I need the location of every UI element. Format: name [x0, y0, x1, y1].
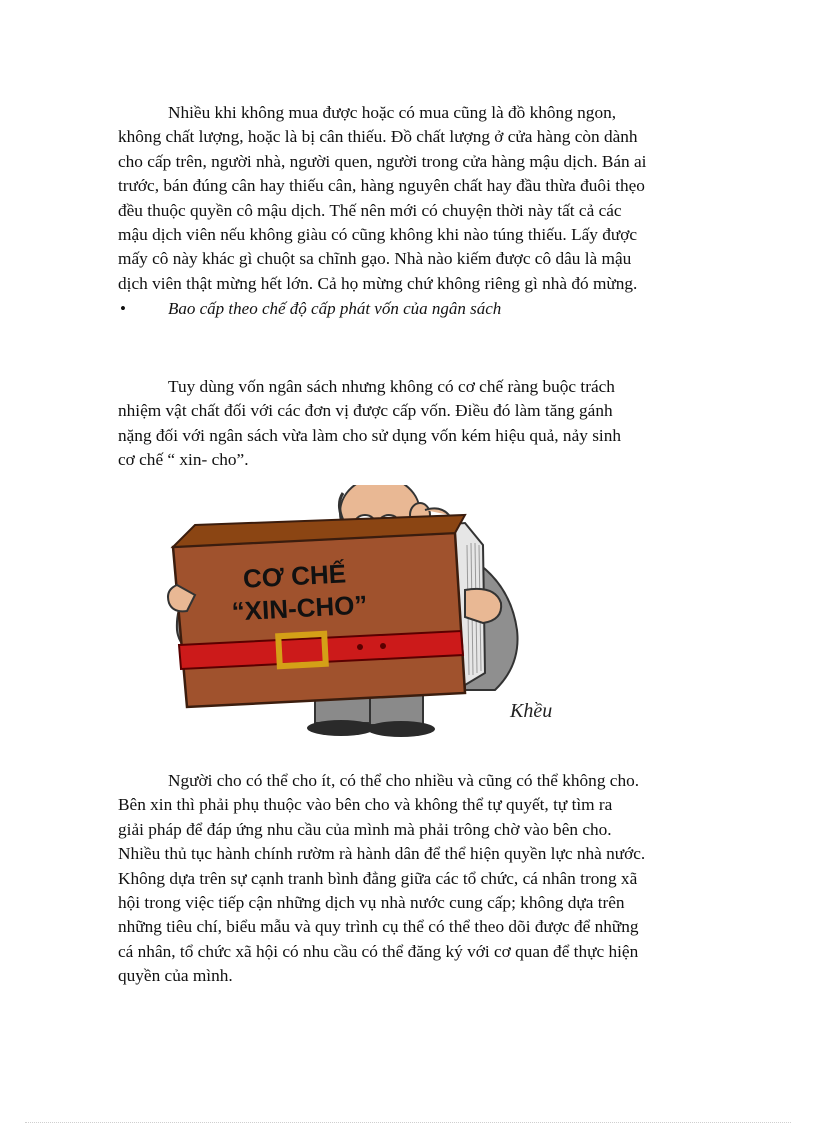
paragraph-line: đều thuộc quyền cô mậu dịch. Thế nên mới có chuyện thời này tất cả các [118, 200, 622, 220]
paragraph-line: nhiệm vật chất đối với các đơn vị được cấp vốn. Điều đó làm tăng gánh [118, 401, 613, 421]
right-hand [465, 589, 501, 623]
paragraph-line: hội trong việc tiếp cận những dịch vụ nhà nước cung cấp; không dựa trên [118, 893, 625, 913]
paragraph-line: Tuy dùng vốn ngân sách nhưng không có cơ chế ràng buộc trách [168, 377, 615, 396]
paragraph-line: không chất lượng, hoặc là bị cân thiếu. Đồ chất lượng ở cửa hàng còn dành [118, 127, 638, 147]
paragraph-line: dịch viên thật mừng hết lớn. Cả họ mừng chứ không riêng gì nhà đó mừng. [118, 273, 638, 293]
paragraph-line: cá nhân, tổ chức xã hội có nhu cầu có thể đăng ký với cơ quan để thực hiện [118, 941, 639, 961]
paragraph-line: quyền của mình. [118, 966, 233, 986]
cartoon-illustration [165, 485, 585, 737]
bullet-heading: Bao cấp theo chế độ cấp phát vốn của ngân sách [168, 299, 502, 318]
paragraph-line: mấy cô này khác gì chuột sa chĩnh gạo. Nhà nào kiếm được cô dâu là mậu [118, 249, 632, 269]
paragraph-line: nặng đối với ngân sách vừa làm cho sử dụng vốn kém hiệu quả, nảy sinh [118, 425, 622, 445]
book-title-line1: CƠ CHẾ [242, 558, 347, 594]
paragraph-line: trước, bán đúng cân hay thiếu cân, hàng nguyên chất hay đầu thừa đuôi thẹo [118, 176, 645, 196]
paragraph-3 [118, 769, 698, 989]
right-shoe [367, 721, 435, 737]
paragraph-line: cơ chế “ xin- cho”. [118, 450, 249, 470]
paragraph-line: Nhiều thủ tục hành chính rườm rà hành dân để thể hiện quyền lực nhà nước. [118, 844, 646, 864]
paragraph-2 [118, 375, 698, 473]
book-title-line2: “XIN-CHO” [230, 589, 369, 627]
artist-signature: Khều [510, 700, 553, 722]
paragraph-line: mậu dịch viên nếu không giàu có cũng không khi nào túng thiếu. Lấy được [118, 225, 638, 245]
paragraph-line: Người cho có thể cho ít, có thể cho nhiều và cũng có thể không cho. [168, 771, 640, 790]
paragraph-1 [118, 101, 698, 296]
paragraph-line: những tiêu chí, biểu mẫu và quy trình cụ thể có thể theo dõi được để những [118, 917, 639, 937]
left-shoe [307, 720, 375, 736]
paragraph-line: Nhiều khi không mua được hoặc có mua cũng là đồ không ngon, [168, 103, 617, 122]
bullet-symbol: • [120, 299, 126, 318]
paragraph-line: giải pháp để đáp ứng nhu cầu của mình mà phải trông chờ vào bên cho. [118, 819, 612, 839]
paragraph-line: Không dựa trên sự cạnh tranh bình đẳng giữa các tổ chức, cá nhân trong xã [118, 868, 638, 888]
paragraph-line: cho cấp trên, người nhà, người quen, người trong cửa hàng mậu dịch. Bán ai [118, 151, 647, 171]
paragraph-line: Bên xin thì phải phụ thuộc vào bên cho và không thể tự quyết, tự tìm ra [118, 795, 613, 815]
